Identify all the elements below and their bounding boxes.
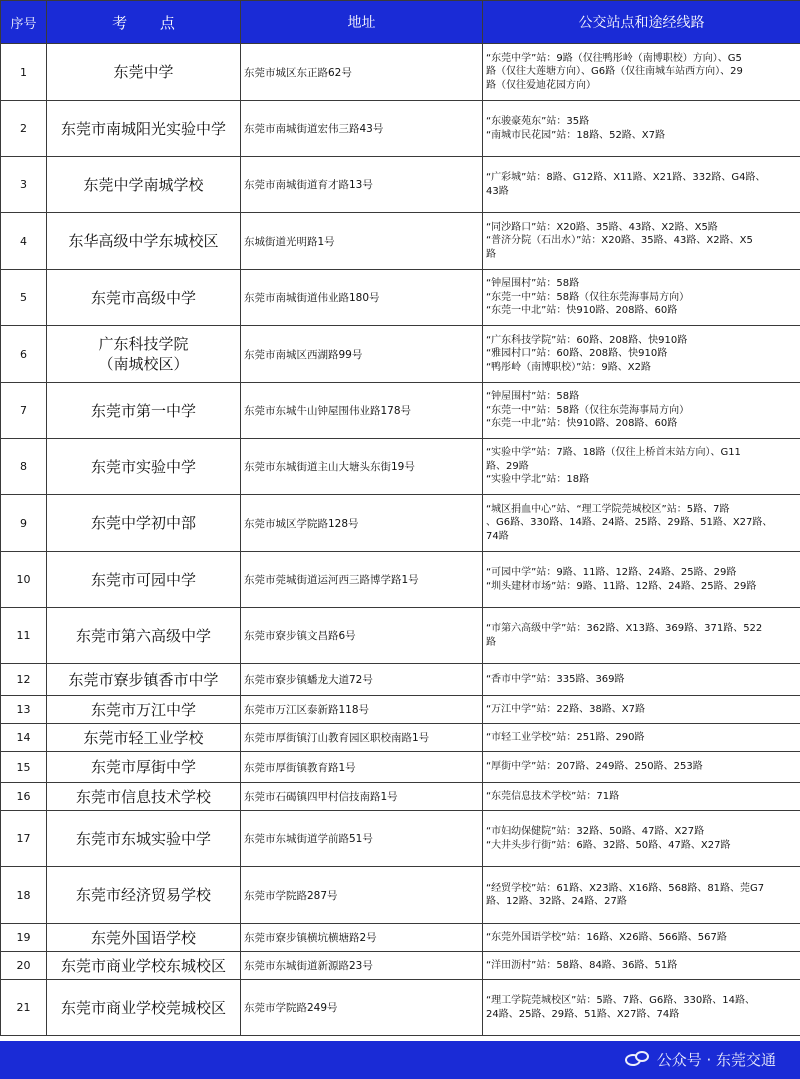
row-index: 16 bbox=[1, 783, 47, 811]
bus-route-line: “东莞中学”站：9路（仅往鸭彤岭（南博职校）方向）、G5 bbox=[486, 52, 742, 64]
venue-name bbox=[47, 157, 241, 213]
venue-name bbox=[47, 696, 241, 724]
bus-route-line: “南城市民花园”站：18路、52路、X7路 bbox=[486, 129, 666, 141]
venue-name bbox=[47, 924, 241, 952]
venue-name bbox=[47, 952, 241, 980]
venue-name bbox=[47, 664, 241, 696]
watermark bbox=[625, 1049, 776, 1070]
bus-route-line: 路 bbox=[486, 248, 496, 260]
venue-address: 东莞市南城街道宏伟三路43号 bbox=[241, 101, 483, 157]
venue-name bbox=[47, 495, 241, 552]
bus-route-line: “东莞一中”站：58路（仅往东莞海事局方向） bbox=[486, 404, 690, 416]
bus-route-line: “东莞信息技术学校”站：71路 bbox=[486, 790, 620, 802]
venue-name bbox=[47, 101, 241, 157]
bus-routes bbox=[483, 270, 800, 326]
bus-routes bbox=[483, 867, 800, 924]
row-index: 20 bbox=[1, 952, 47, 980]
bus-route-line: “钟屋围村”站：58路 bbox=[486, 391, 580, 403]
table-row bbox=[1, 383, 800, 439]
bus-route-line: 路（仅往爱迪花园方向） bbox=[486, 79, 596, 91]
table-body bbox=[1, 44, 800, 1036]
table-row bbox=[1, 552, 800, 608]
row-index: 13 bbox=[1, 696, 47, 724]
bus-route-line: “东莞一中北”站：快910路、208路、60路 bbox=[486, 418, 678, 430]
bus-route-line: “钟屋围村”站：58路 bbox=[486, 278, 580, 290]
venue-name-line: 东莞中学 bbox=[113, 63, 174, 81]
venue-name-line: 东莞市南城阳光实验中学 bbox=[60, 119, 226, 138]
bus-routes bbox=[483, 552, 800, 608]
venue-name bbox=[47, 867, 241, 924]
row-index: 19 bbox=[1, 924, 47, 952]
bus-route-line: “可园中学”站：9路、11路、12路、24路、25路、29路 bbox=[486, 567, 737, 578]
row-index: 14 bbox=[1, 724, 47, 752]
venue-address: 东莞市莞城街道运河西三路博学路1号 bbox=[241, 552, 483, 608]
header-bus: 公交站点和途经线路 bbox=[483, 1, 800, 44]
bus-route-line: “广东科技学院”站：60路、208路、快910路 bbox=[486, 334, 688, 346]
bus-route-line: 74路 bbox=[486, 530, 509, 542]
row-index: 6 bbox=[1, 326, 47, 383]
table-row bbox=[1, 924, 800, 952]
venue-address: 东莞市学院路287号 bbox=[241, 867, 483, 924]
bus-route-line: “市第六高级中学”站：362路、X13路、369路、371路、522 bbox=[486, 623, 763, 634]
header-index: 序号 bbox=[1, 1, 47, 44]
footer-bar bbox=[0, 1041, 800, 1079]
venue-address: 东莞市学院路249号 bbox=[241, 980, 483, 1036]
bus-routes bbox=[483, 980, 800, 1036]
venue-name bbox=[47, 270, 241, 326]
venue-name bbox=[47, 811, 241, 867]
bus-routes bbox=[483, 439, 800, 495]
venue-address: 东城街道光明路1号 bbox=[241, 213, 483, 270]
header-address: 地址 bbox=[241, 1, 483, 44]
bus-routes bbox=[483, 383, 800, 439]
table-row bbox=[1, 696, 800, 724]
wechat-icon bbox=[625, 1051, 651, 1069]
row-index: 10 bbox=[1, 552, 47, 608]
bus-routes bbox=[483, 664, 800, 696]
venue-name-line: 东莞市第六高级中学 bbox=[75, 626, 211, 645]
venue-name bbox=[47, 213, 241, 270]
bus-route-line: 、G6路、330路、14路、24路、25路、29路、51路、X27路、 bbox=[486, 517, 773, 529]
venue-address: 东莞市寮步镇蟠龙大道72号 bbox=[241, 664, 483, 696]
venue-name bbox=[47, 724, 241, 752]
bus-route-line: “厚街中学”站：207路、249路、250路、253路 bbox=[486, 761, 703, 773]
bus-route-line: “市轻工业学校”站：251路、290路 bbox=[486, 731, 645, 743]
row-index: 21 bbox=[1, 980, 47, 1036]
venue-name-line: 东莞外国语学校 bbox=[90, 928, 196, 947]
venue-name bbox=[47, 608, 241, 664]
table-row bbox=[1, 980, 800, 1036]
bus-route-line: 43路 bbox=[486, 185, 509, 197]
bus-routes bbox=[483, 213, 800, 270]
venue-name bbox=[47, 752, 241, 783]
bus-route-line: “理工学院莞城校区”站：5路、7路、G6路、330路、14路、 bbox=[486, 995, 756, 1006]
venue-address: 东莞市南城区西湖路99号 bbox=[241, 326, 483, 383]
bus-route-line: “实验中学”站：7路、18路（仅往上桥首末站方向）、G11 bbox=[486, 447, 741, 459]
header-venue: 考 点 bbox=[47, 1, 241, 44]
venue-name-line: 东莞市经济贸易学校 bbox=[75, 886, 211, 904]
bus-route-line: “东莞外国语学校”站：16路、X26路、566路、567路 bbox=[486, 931, 727, 943]
venue-name-line: 东莞中学南城学校 bbox=[83, 175, 204, 194]
bus-routes bbox=[483, 44, 800, 101]
venue-name-line: 东莞市轻工业学校 bbox=[83, 728, 204, 747]
table-row bbox=[1, 811, 800, 867]
venue-address: 东莞市万江区泰新路118号 bbox=[241, 696, 483, 724]
venue-name-line: 东莞市第一中学 bbox=[90, 401, 196, 420]
venue-name-line: 东莞市实验中学 bbox=[90, 457, 196, 476]
venue-name-line: 东莞市信息技术学校 bbox=[75, 787, 211, 806]
bus-routes bbox=[483, 783, 800, 811]
bus-routes bbox=[483, 101, 800, 157]
venue-name-line: 广东科技学院 bbox=[98, 335, 189, 353]
venue-address: 东莞市寮步镇文昌路6号 bbox=[241, 608, 483, 664]
venue-address: 东莞市东城街道新源路23号 bbox=[241, 952, 483, 980]
bus-routes bbox=[483, 752, 800, 783]
venue-name bbox=[47, 552, 241, 608]
venue-name-line: 东莞市万江中学 bbox=[90, 700, 196, 719]
bus-routes bbox=[483, 724, 800, 752]
bus-route-line: “雅园村口”站：60路、208路、快910路 bbox=[486, 348, 668, 360]
bus-route-line: “东骏豪苑东”站：35路 bbox=[486, 116, 590, 127]
venue-name-line: 东莞市商业学校东城校区 bbox=[60, 956, 226, 975]
bus-route-line: 路（仅往大莲塘方向）、G6路（仅往南城车站西方向）、29 bbox=[486, 66, 743, 78]
venue-name bbox=[47, 326, 241, 383]
bus-route-line: “城区捐血中心”站、“理工学院莞城校区”站：5路、7路 bbox=[486, 503, 730, 515]
bus-route-line: 路 bbox=[486, 636, 496, 648]
venue-name bbox=[47, 783, 241, 811]
venue-name-line: 东莞市寮步镇香市中学 bbox=[68, 670, 219, 689]
bus-route-line: “东莞一中”站：58路（仅往东莞海事局方向） bbox=[486, 291, 690, 303]
venue-address: 东莞市厚街镇教育路1号 bbox=[241, 752, 483, 783]
bus-routes bbox=[483, 952, 800, 980]
table-row bbox=[1, 439, 800, 495]
row-index: 8 bbox=[1, 439, 47, 495]
bus-route-line: “普济分院（石出水）”站：X20路、35路、43路、X2路、X5 bbox=[486, 235, 753, 247]
row-index: 4 bbox=[1, 213, 47, 270]
venue-address: 东莞市寮步镇横坑横塘路2号 bbox=[241, 924, 483, 952]
row-index: 15 bbox=[1, 752, 47, 783]
bus-route-line: “鸭彤岭（南博职校）”站：9路、X2路 bbox=[486, 361, 651, 373]
venue-address: 东莞市东城街道学前路51号 bbox=[241, 811, 483, 867]
bus-route-line: “万江中学”站：22路、38路、X7路 bbox=[486, 703, 646, 715]
bus-route-line: “大井头步行街”站：6路、32路、50路、47路、X27路 bbox=[486, 839, 731, 851]
bus-route-line: “同沙路口”站：X20路、35路、43路、X2路、X5路 bbox=[486, 221, 718, 233]
venue-name-line: （南城校区） bbox=[98, 355, 189, 373]
bus-route-line: “广彩城”站：8路、G12路、X11路、X21路、332路、G4路、 bbox=[486, 172, 766, 183]
venue-address: 东莞市东城街道主山大塘头东街19号 bbox=[241, 439, 483, 495]
row-index: 17 bbox=[1, 811, 47, 867]
bus-routes bbox=[483, 924, 800, 952]
bus-route-line: “香市中学”站：335路、369路 bbox=[486, 673, 625, 685]
row-index: 1 bbox=[1, 44, 47, 101]
venue-name-line: 东莞中学初中部 bbox=[90, 514, 196, 532]
table-row bbox=[1, 724, 800, 752]
venue-name bbox=[47, 980, 241, 1036]
venue-name bbox=[47, 439, 241, 495]
table-row bbox=[1, 44, 800, 101]
table-row bbox=[1, 867, 800, 924]
venue-name-line: 东莞市商业学校莞城校区 bbox=[60, 998, 226, 1017]
row-index: 2 bbox=[1, 101, 47, 157]
venue-name-line: 东莞市高级中学 bbox=[90, 288, 196, 307]
table-row bbox=[1, 270, 800, 326]
bus-route-line: 24路、25路、29路、51路、X27路、74路 bbox=[486, 1008, 680, 1020]
bus-route-line: “圳头建材市场”站：9路、11路、12路、24路、25路、29路 bbox=[486, 580, 757, 592]
bus-routes bbox=[483, 326, 800, 383]
venue-address: 东莞市城区东正路62号 bbox=[241, 44, 483, 101]
table-row bbox=[1, 213, 800, 270]
table-row bbox=[1, 783, 800, 811]
venue-name bbox=[47, 383, 241, 439]
row-index: 3 bbox=[1, 157, 47, 213]
table-row bbox=[1, 326, 800, 383]
venue-address: 东莞市城区学院路128号 bbox=[241, 495, 483, 552]
table-header-row bbox=[1, 1, 800, 44]
bus-route-line: “市妇幼保健院”站：32路、50路、47路、X27路 bbox=[486, 826, 705, 837]
venue-name bbox=[47, 44, 241, 101]
table-row bbox=[1, 952, 800, 980]
table-row bbox=[1, 752, 800, 783]
venue-address: 东莞市南城街道育才路13号 bbox=[241, 157, 483, 213]
row-index: 9 bbox=[1, 495, 47, 552]
bus-routes bbox=[483, 696, 800, 724]
row-index: 7 bbox=[1, 383, 47, 439]
venue-name-line: 东莞市东城实验中学 bbox=[75, 829, 211, 848]
row-index: 5 bbox=[1, 270, 47, 326]
bus-route-line: “经贸学校”站：61路、X23路、X16路、568路、81路、莞G7 bbox=[486, 882, 765, 894]
table-row bbox=[1, 101, 800, 157]
bus-route-line: “东莞一中北”站：快910路、208路、60路 bbox=[486, 305, 678, 317]
bus-route-line: “洋田沥村”站：58路、84路、36路、51路 bbox=[486, 959, 678, 971]
bus-route-line: 路、12路、32路、24路、27路 bbox=[486, 896, 627, 907]
row-index: 18 bbox=[1, 867, 47, 924]
venue-address: 东莞市厚街镇汀山教育园区职校南路1号 bbox=[241, 724, 483, 752]
bus-route-line: “实验中学北”站：18路 bbox=[486, 474, 590, 486]
watermark-text: 公众号 · 东莞交通 bbox=[656, 1051, 776, 1069]
bus-routes bbox=[483, 495, 800, 552]
table-row bbox=[1, 495, 800, 552]
venue-address: 东莞市南城街道伟业路180号 bbox=[241, 270, 483, 326]
venue-name-line: 东莞市可园中学 bbox=[90, 570, 196, 589]
row-index: 11 bbox=[1, 608, 47, 664]
venue-address: 东莞市东城牛山钟屋围伟业路178号 bbox=[241, 383, 483, 439]
table-row bbox=[1, 608, 800, 664]
bus-route-line: 路、29路 bbox=[486, 460, 529, 472]
venue-name-line: 东莞市厚街中学 bbox=[90, 758, 196, 776]
bus-routes bbox=[483, 811, 800, 867]
bus-routes bbox=[483, 608, 800, 664]
table-row bbox=[1, 664, 800, 696]
venue-address: 东莞市石碣镇四甲村信技南路1号 bbox=[241, 783, 483, 811]
venue-name-line: 东华高级中学东城校区 bbox=[68, 232, 219, 250]
table-row bbox=[1, 157, 800, 213]
bus-routes bbox=[483, 157, 800, 213]
row-index: 12 bbox=[1, 664, 47, 696]
